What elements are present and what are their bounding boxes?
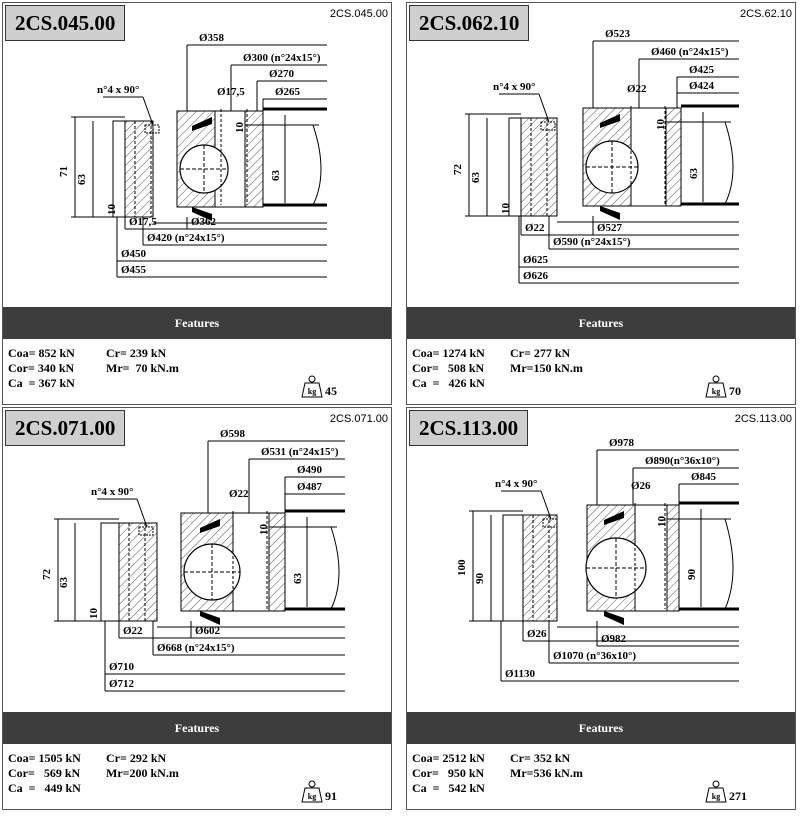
diameter-od1-label: Ø450	[121, 248, 147, 260]
diameter-in2-label: Ø487	[297, 481, 323, 493]
drawing-code: 2CS.045.00	[329, 8, 388, 20]
diameter-bolt-outer-label: Ø420 (n°24x15°)	[147, 232, 225, 244]
spec-cor: Cor= 340 kN	[8, 361, 75, 375]
diameter-bolt-outer-label: Ø668 (n°24x15°)	[157, 642, 235, 654]
height-inner-label: 63	[470, 172, 482, 183]
weight-value: 45	[325, 384, 337, 398]
drawing-code: 2CS.62.10	[740, 8, 792, 20]
diameter-bolt-inner-label: Ø531 (n°24x15°)	[261, 446, 339, 458]
mounting-mark-label: n°4 x 90°	[97, 84, 140, 96]
spec-mr: Mr=536 kN.m	[510, 766, 583, 780]
height-inner-label: 90	[474, 573, 486, 584]
features-header: Features	[407, 712, 795, 744]
height-total-label: 72	[41, 569, 53, 580]
panel-title: 2CS.113.00	[409, 410, 528, 446]
diameter-hole-bot-label: Ø17,5	[129, 216, 157, 228]
weight-value: 91	[325, 789, 337, 803]
hole-top-label: Ø22	[229, 488, 249, 500]
diameter-bore-label: Ø527	[597, 222, 623, 234]
bearing-section-drawing	[407, 3, 796, 307]
spec-coa: Coa= 2512 kN	[412, 751, 485, 765]
outer-ring-section	[125, 121, 153, 217]
diameter-od2-label: Ø1130	[505, 668, 535, 680]
panel-title: 2CS.045.00	[5, 5, 125, 41]
height-total-label: 72	[452, 164, 464, 175]
panel-title: 2CS.071.00	[5, 410, 125, 446]
mounting-mark-label: n°4 x 90°	[493, 81, 536, 93]
spec-mr: Mr= 70 kN.m	[106, 361, 179, 375]
bearing-section-drawing	[3, 408, 392, 712]
outer-ring-section	[523, 515, 557, 621]
spec-cor: Cor= 508 kN	[412, 361, 485, 375]
height-inner-right-label: 63	[270, 170, 282, 181]
spec-mr: Mr=200 kN.m	[106, 766, 179, 780]
diameter-od1-label: Ø625	[523, 254, 549, 266]
top-thickness-label: 10	[258, 524, 270, 535]
height-inner-label: 63	[58, 577, 70, 588]
diameter-od2-label: Ø626	[523, 270, 549, 282]
weight-icon-label: kg	[711, 387, 721, 396]
spec-cor: Cor= 950 kN	[412, 766, 485, 780]
diameter-od-top-label: Ø523	[605, 28, 631, 40]
diameter-bolt-inner-label: Ø300 (n°24x15°)	[243, 52, 321, 64]
diameter-in2-label: Ø424	[689, 80, 715, 92]
bottom-thickness-label: 10	[500, 203, 512, 214]
diameter-od1-label: Ø710	[109, 661, 135, 673]
outer-ring-section	[119, 523, 157, 621]
top-thickness-label: 10	[655, 119, 667, 130]
spec-coa: Coa= 1274 kN	[412, 346, 485, 360]
weight-icon	[301, 375, 323, 399]
weight-icon	[301, 780, 323, 804]
spec-ca: Ca = 426 kN	[412, 376, 485, 390]
panel-2cs-113	[406, 407, 796, 810]
height-inner-right-label: 63	[292, 573, 304, 584]
panel-title: 2CS.062.10	[409, 5, 529, 41]
diameter-bore-label: Ø362	[191, 216, 217, 228]
weight-icon	[705, 780, 727, 804]
bearing-section-drawing	[3, 3, 392, 307]
diameter-hole-bot-label: Ø22	[525, 222, 545, 234]
mounting-mark-label: n°4 x 90°	[91, 486, 134, 498]
diameter-in1-label: Ø490	[297, 464, 323, 476]
diameter-hole-bot-label: Ø22	[123, 625, 143, 637]
height-inner-right-label: 63	[688, 168, 700, 179]
top-thickness-label: 10	[234, 122, 246, 133]
features-header: Features	[407, 307, 795, 339]
diameter-in1-label: Ø270	[269, 68, 295, 80]
spec-coa: Coa= 852 kN	[8, 346, 75, 360]
spec-cr: Cr= 277 kN	[510, 346, 571, 360]
spec-ca: Ca = 449 kN	[8, 781, 81, 795]
diameter-od-top-label: Ø598	[220, 428, 246, 440]
diameter-bolt-outer-label: Ø1070 (n°36x10°)	[553, 650, 637, 662]
spec-coa: Coa= 1505 kN	[8, 751, 81, 765]
weight-icon-label: kg	[307, 792, 317, 801]
diameter-in1-label: Ø845	[691, 471, 717, 483]
spec-ca: Ca = 367 kN	[8, 376, 75, 390]
weight-icon-label: kg	[307, 387, 317, 396]
diameter-od2-label: Ø455	[121, 264, 147, 276]
height-total-label: 100	[456, 559, 468, 576]
height-inner-right-label: 90	[686, 569, 698, 580]
hole-top-label: Ø17,5	[217, 86, 245, 98]
panel-2cs-045	[2, 2, 392, 405]
drawing-code: 2CS.113.00	[734, 413, 792, 425]
diameter-od-top-label: Ø358	[199, 32, 225, 44]
diameter-od-top-label: Ø978	[609, 437, 635, 449]
weight-value: 271	[729, 789, 747, 803]
drawing-code: 2CS.071.00	[329, 413, 388, 425]
bearing-section-drawing	[407, 408, 796, 712]
panel-2cs-071	[2, 407, 392, 810]
diameter-bolt-inner-label: Ø890(n°36x10°)	[645, 455, 720, 467]
weight-icon-label: kg	[711, 792, 721, 801]
spec-cr: Cr= 352 kN	[510, 751, 571, 765]
features-header: Features	[3, 307, 391, 339]
height-total-label: 71	[58, 166, 70, 177]
top-thickness-label: 10	[656, 516, 668, 527]
features-header: Features	[3, 712, 391, 744]
panel-2cs-062	[406, 2, 796, 405]
diameter-bolt-inner-label: Ø460 (n°24x15°)	[651, 46, 729, 58]
height-inner-label: 63	[76, 174, 88, 185]
mounting-mark-label: n°4 x 90°	[495, 478, 538, 490]
spec-cr: Cr= 292 kN	[106, 751, 167, 765]
diameter-bore-label: Ø602	[195, 625, 221, 637]
diameter-in1-label: Ø425	[689, 64, 715, 76]
diameter-hole-bot-label: Ø26	[527, 628, 547, 640]
bottom-thickness-label: 10	[106, 204, 118, 215]
hole-top-label: Ø22	[627, 83, 647, 95]
spec-ca: Ca = 542 kN	[412, 781, 485, 795]
bottom-thickness-label: 10	[88, 608, 100, 619]
diameter-bolt-outer-label: Ø590 (n°24x15°)	[553, 236, 631, 248]
outer-ring-section	[521, 118, 557, 216]
diameter-bore-label: Ø982	[601, 633, 627, 645]
weight-icon	[705, 375, 727, 399]
diameter-od2-label: Ø712	[109, 678, 135, 690]
diameter-in2-label: Ø265	[275, 86, 301, 98]
spec-cor: Cor= 569 kN	[8, 766, 81, 780]
spec-mr: Mr=150 kN.m	[510, 361, 583, 375]
spec-cr: Cr= 239 kN	[106, 346, 167, 360]
weight-value: 70	[729, 384, 741, 398]
hole-top-label: Ø26	[631, 480, 651, 492]
